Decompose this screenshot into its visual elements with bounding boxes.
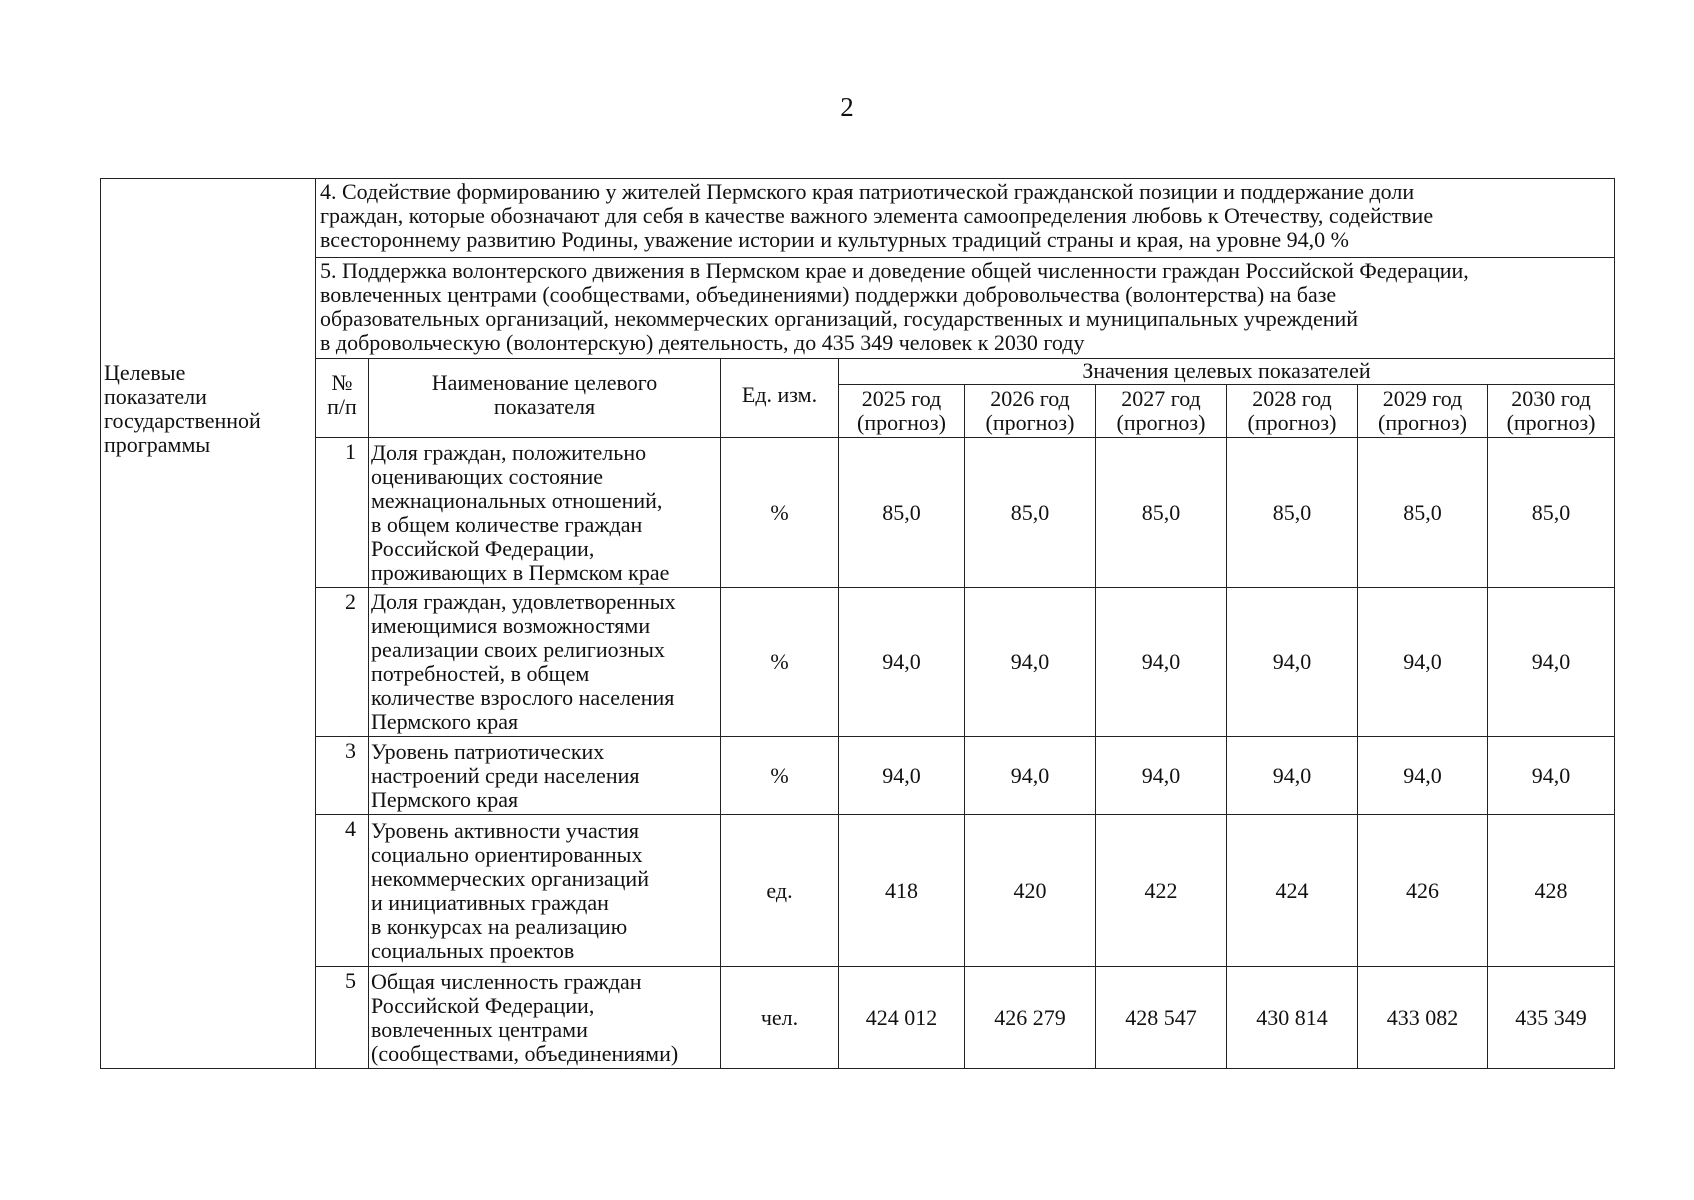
value-cell: 94,0 [839, 588, 965, 737]
value-cell: 435 349 [1488, 967, 1615, 1069]
value-cell: 94,0 [1488, 737, 1615, 815]
value-cell: 420 [965, 815, 1096, 967]
indicator-name: Уровень активности участия социально ориентированных некоммерческих организаций и инициативных граждан в конкурсах на реализацию социальных проектов [369, 815, 721, 967]
value-cell: 418 [839, 815, 965, 967]
indicator-name: Доля граждан, положительно оценивающих состояние межнациональных отношений, в общем количестве граждан Российской Федерации, проживающих в Пермском крае [369, 438, 721, 588]
unit-cell: % [721, 438, 839, 588]
value-cell: 94,0 [1227, 737, 1358, 815]
value-cell: 424 [1227, 815, 1358, 967]
table-row [101, 438, 1615, 588]
value-cell: 85,0 [1488, 438, 1615, 588]
value-cell: 85,0 [1227, 438, 1358, 588]
row-number: 2 [316, 588, 369, 737]
value-cell: 428 [1488, 815, 1615, 967]
year-header-2030: 2030 год (прогноз) [1488, 385, 1615, 438]
value-cell: 94,0 [1358, 737, 1488, 815]
row-number: 5 [316, 967, 369, 1069]
unit-header: Ед. изм. [721, 359, 839, 438]
value-cell: 94,0 [1488, 588, 1615, 737]
goal-item-5: 5. Поддержка волонтерского движения в Пермском крае и доведение общей численности граждан Российской Федерации, вовлеченных центрами (сообществами, объединениями) поддержки добровольчества (волонтерства) на базе образовательных организаций, некоммерческих организаций, государственных и муниципальных учреждений в добровольческую (волонтерскую) деятельность, до 435 349 человек к 2030 году [316, 258, 1615, 359]
name-header: Наименование целевого показателя [369, 359, 721, 438]
program-table [100, 178, 1615, 1069]
value-cell: 426 [1358, 815, 1488, 967]
unit-cell: % [721, 588, 839, 737]
year-header-2025: 2025 год (прогноз) [839, 385, 965, 438]
value-cell: 85,0 [839, 438, 965, 588]
value-cell: 426 279 [965, 967, 1096, 1069]
value-cell: 422 [1096, 815, 1227, 967]
left-empty-cell [101, 179, 316, 359]
value-cell: 94,0 [1096, 737, 1227, 815]
indicator-name: Общая численность граждан Российской Федерации, вовлеченных центрами (сообществами, объединениями) [369, 967, 721, 1069]
left-label: Целевые показатели государственной программы [101, 359, 316, 1069]
value-cell: 94,0 [965, 737, 1096, 815]
value-cell: 433 082 [1358, 967, 1488, 1069]
num-header: № п/п [316, 359, 369, 438]
year-header-2027: 2027 год (прогноз) [1096, 385, 1227, 438]
value-cell: 424 012 [839, 967, 965, 1069]
goal-item-4: 4. Содействие формированию у жителей Пермского края патриотической гражданской позиции и поддержание доли граждан, которые обозначают для себя в качестве важного элемента самоопределения любовь к Отечеству, содействие всестороннему развитию Родины, уважение истории и культурных традиций страны и края, на уровне 94,0 % [316, 179, 1615, 258]
table-row [101, 737, 1615, 815]
row-number: 4 [316, 815, 369, 967]
value-cell: 85,0 [1358, 438, 1488, 588]
unit-cell: чел. [721, 967, 839, 1069]
row-number: 3 [316, 737, 369, 815]
unit-cell: % [721, 737, 839, 815]
indicator-name: Доля граждан, удовлетворенных имеющимися возможностями реализации своих религиозных потребностей, в общем количестве взрослого населения Пермского края [369, 588, 721, 737]
value-cell: 85,0 [965, 438, 1096, 588]
value-cell: 94,0 [1096, 588, 1227, 737]
year-header-2029: 2029 год (прогноз) [1358, 385, 1488, 438]
year-header-2028: 2028 год (прогноз) [1227, 385, 1358, 438]
table-row [101, 967, 1615, 1069]
page-number: 2 [840, 92, 854, 122]
value-cell: 85,0 [1096, 438, 1227, 588]
values-group-header: Значения целевых показателей [839, 359, 1615, 385]
year-header-2026: 2026 год (прогноз) [965, 385, 1096, 438]
value-cell: 94,0 [1358, 588, 1488, 737]
indicator-name: Уровень патриотических настроений среди населения Пермского края [369, 737, 721, 815]
table-row [101, 815, 1615, 967]
table-row [101, 588, 1615, 737]
unit-cell: ед. [721, 815, 839, 967]
value-cell: 428 547 [1096, 967, 1227, 1069]
value-cell: 430 814 [1227, 967, 1358, 1069]
row-number: 1 [316, 438, 369, 588]
value-cell: 94,0 [839, 737, 965, 815]
value-cell: 94,0 [1227, 588, 1358, 737]
value-cell: 94,0 [965, 588, 1096, 737]
